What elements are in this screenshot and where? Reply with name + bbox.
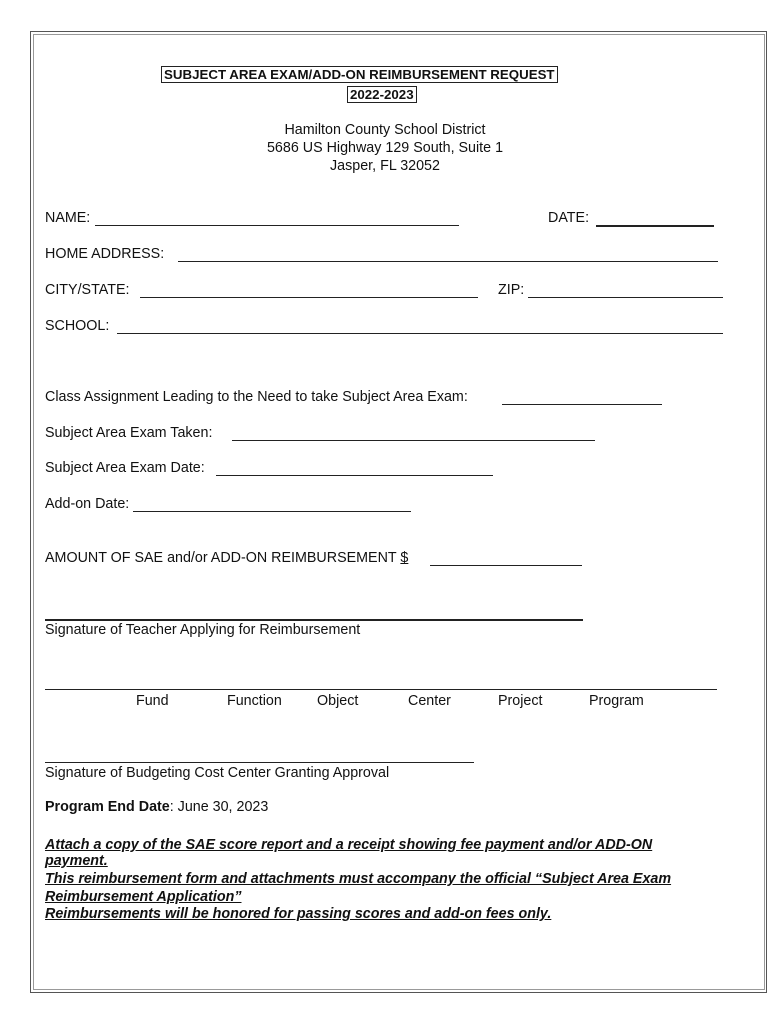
name-label: NAME: <box>45 210 91 226</box>
addon-date-field[interactable] <box>133 511 411 512</box>
home-address-field[interactable] <box>178 261 718 262</box>
zip-field[interactable] <box>528 297 723 298</box>
object-label: Object <box>317 693 359 709</box>
addon-date-label: Add-on Date: <box>45 496 130 512</box>
amount-field[interactable] <box>430 565 582 566</box>
program-end-date-value: : June 30, 2023 <box>169 799 269 815</box>
budgeting-signature-label: Signature of Budgeting Cost Center Granting Approval <box>45 765 390 781</box>
function-label: Function <box>227 693 282 709</box>
city-state-label: CITY/STATE: <box>45 282 130 298</box>
name-field[interactable] <box>95 225 459 226</box>
exam-date-label: Subject Area Exam Date: <box>45 460 205 476</box>
amount-label-text: AMOUNT OF SAE and/or ADD-ON REIMBURSEMENT <box>45 550 397 566</box>
project-label: Project <box>498 693 543 709</box>
center-label: Center <box>408 693 451 709</box>
class-assignment-field[interactable] <box>502 404 662 405</box>
program-label: Program <box>589 693 644 709</box>
amount-label <box>45 550 408 567</box>
form-year <box>347 86 417 104</box>
note-line-1: Attach a copy of the SAE score report and a receipt showing fee payment and/or ADD-ON <box>45 837 653 853</box>
amount-currency-symbol: $ <box>400 550 409 566</box>
zip-label: ZIP: <box>498 282 525 298</box>
note-line-2: payment. <box>45 853 108 869</box>
form-title <box>161 66 558 84</box>
exam-taken-field[interactable] <box>232 440 595 441</box>
district-address-line2: Jasper, FL 32052 <box>330 158 440 174</box>
fund-label: Fund <box>136 693 169 709</box>
teacher-signature-label: Signature of Teacher Applying for Reimbursement <box>45 622 361 638</box>
program-end-date-label: Program End Date <box>45 799 170 815</box>
teacher-signature-line[interactable] <box>45 619 583 621</box>
class-assignment-label: Class Assignment Leading to the Need to take Subject Area Exam: <box>45 389 468 405</box>
form-title-text: SUBJECT AREA EXAM/ADD-ON REIMBURSEMENT REQUEST <box>161 66 558 83</box>
exam-taken-label: Subject Area Exam Taken: <box>45 425 213 441</box>
school-label: SCHOOL: <box>45 318 110 334</box>
note-line-4: Reimbursement Application” <box>45 889 242 905</box>
home-address-label: HOME ADDRESS: <box>45 246 165 262</box>
date-field[interactable] <box>596 225 714 227</box>
exam-date-field[interactable] <box>216 475 493 476</box>
note-line-5: Reimbursements will be honored for passing scores and add-on fees only. <box>45 906 552 922</box>
district-address-line1: 5686 US Highway 129 South, Suite 1 <box>266 140 504 156</box>
district-name: Hamilton County School District <box>284 122 486 138</box>
date-label: DATE: <box>548 210 590 226</box>
program-end-date <box>45 799 268 816</box>
form-year-text: 2022-2023 <box>347 86 417 103</box>
budgeting-signature-line[interactable] <box>45 762 474 763</box>
school-field[interactable] <box>117 333 723 334</box>
note-line-3: This reimbursement form and attachments must accompany the official “Subject Area Exam <box>45 871 672 887</box>
account-code-line[interactable] <box>45 689 717 690</box>
city-state-field[interactable] <box>140 297 478 298</box>
